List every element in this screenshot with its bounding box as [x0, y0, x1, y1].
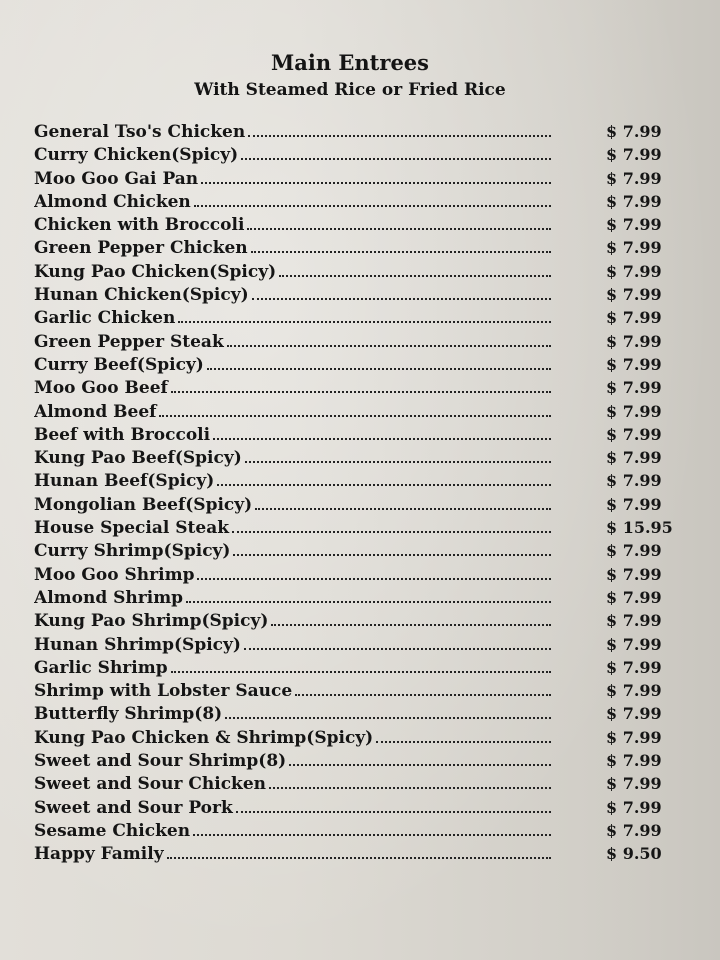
dot-leader: [171, 387, 551, 393]
menu-item-price: $ 7.99: [606, 378, 662, 398]
menu-item-name: Green Pepper Steak: [34, 331, 224, 352]
menu-item: [34, 402, 684, 425]
menu-item-name: Sweet and Sour Shrimp(8): [34, 751, 287, 772]
menu-item-name: Curry Shrimp(Spicy): [34, 541, 231, 562]
dot-leader: [376, 737, 551, 743]
dot-leader: [295, 690, 551, 696]
menu-item: [34, 681, 684, 704]
menu-item: [34, 448, 684, 471]
dot-leader: [289, 760, 551, 766]
dot-leader: [233, 550, 551, 556]
menu-item-price: $ 7.99: [606, 751, 662, 771]
menu-item: [34, 145, 684, 168]
dot-leader: [227, 341, 551, 347]
menu-item: [34, 635, 684, 658]
menu-item-name: Hunan Chicken(Spicy): [34, 285, 249, 306]
dot-leader: [217, 480, 551, 486]
menu-item-name: House Special Steak: [34, 518, 229, 539]
menu-item-name: Butterfly Shrimp(8): [34, 704, 223, 725]
dot-leader: [279, 271, 551, 277]
menu-item-price: $ 7.99: [606, 611, 662, 631]
menu-item-price: $ 7.99: [606, 587, 662, 607]
dot-leader: [244, 644, 551, 650]
dot-leader: [194, 201, 551, 207]
menu-item-price: $ 7.99: [606, 424, 662, 444]
menu-item: [34, 751, 684, 774]
menu-item-price: $ 7.99: [606, 168, 662, 188]
menu-item-price: $ 7.99: [606, 774, 662, 794]
dot-leader: [167, 853, 551, 859]
menu-item-name: Moo Goo Shrimp: [34, 564, 195, 585]
menu-item-name: Hunan Shrimp(Spicy): [34, 634, 241, 655]
dot-leader: [159, 411, 551, 417]
menu-item-price: $ 7.99: [606, 704, 662, 724]
menu-item: [34, 658, 684, 681]
dot-leader: [241, 154, 551, 160]
page-subtitle: With Steamed Rice or Fried Rice: [194, 80, 506, 100]
dot-leader: [193, 830, 551, 836]
page-title: Main Entrees: [271, 50, 429, 75]
menu-item: [34, 238, 684, 261]
menu-item-price: $ 7.99: [606, 681, 662, 701]
dot-leader: [225, 713, 551, 719]
menu-item: [34, 565, 684, 588]
menu-item: [34, 425, 684, 448]
menu-item: [34, 378, 684, 401]
menu-item-price: $ 7.99: [606, 727, 662, 747]
menu-item: [34, 798, 684, 821]
menu-item-name: Happy Family: [34, 844, 164, 865]
menu-item: [34, 588, 684, 611]
menu-item: [34, 844, 684, 867]
menu-item-price: $ 7.99: [606, 122, 662, 141]
menu-item-price: $ 7.99: [606, 494, 662, 514]
menu-item-name: Chicken with Broccoli: [34, 215, 245, 236]
dot-leader: [271, 620, 551, 626]
menu-item-name: Moo Goo Beef: [34, 378, 168, 399]
menu-item-price: $ 7.99: [606, 308, 662, 328]
menu-item-name: Curry Beef(Spicy): [34, 354, 204, 375]
menu-item-price: $ 7.99: [606, 285, 662, 305]
dot-leader: [171, 667, 551, 673]
dot-leader: [236, 807, 551, 813]
menu-item-price: $ 7.99: [606, 797, 662, 817]
menu-item-price: $ 7.99: [606, 657, 662, 677]
dot-leader: [248, 131, 551, 137]
menu-item: [34, 192, 684, 215]
menu-item-price: $ 15.95: [606, 518, 673, 538]
dot-leader: [178, 317, 551, 323]
menu-item-price: $ 7.99: [606, 820, 662, 840]
menu-item-price: $ 7.99: [606, 471, 662, 491]
menu-item-name: Green Pepper Chicken: [34, 238, 248, 259]
menu-item: [34, 262, 684, 285]
menu-item-price: $ 7.99: [606, 191, 662, 211]
menu-item-name: Kung Pao Chicken(Spicy): [34, 261, 277, 282]
menu-item-name: Almond Shrimp: [34, 587, 184, 608]
menu-item-name: Sweet and Sour Chicken: [34, 774, 266, 795]
menu-item-name: Kung Pao Chicken & Shrimp(Spicy): [34, 727, 374, 748]
menu-item-price: $ 7.99: [606, 564, 662, 584]
dot-leader: [269, 783, 551, 789]
dot-leader: [255, 504, 551, 510]
menu-item-name: Garlic Chicken: [34, 308, 176, 329]
menu-list: [34, 122, 684, 868]
menu-item-price: $ 7.99: [606, 145, 662, 165]
menu-item-name: Beef with Broccoli: [34, 424, 211, 445]
menu-item: [34, 215, 684, 238]
menu-item-name: Mongolian Beef(Spicy): [34, 494, 253, 515]
menu-item: [34, 541, 684, 564]
menu-item-price: $ 7.99: [606, 261, 662, 281]
menu-item: [34, 332, 684, 355]
dot-leader: [252, 294, 551, 300]
menu-item: [34, 495, 684, 518]
menu-item-name: Garlic Shrimp: [34, 657, 168, 678]
menu-item: [34, 774, 684, 797]
dot-leader: [207, 364, 551, 370]
menu-item-price: $ 7.99: [606, 634, 662, 654]
menu-item-name: Shrimp with Lobster Sauce: [34, 681, 293, 702]
dot-leader: [213, 434, 551, 440]
dot-leader: [245, 457, 551, 463]
menu-item-price: $ 7.99: [606, 331, 662, 351]
dot-leader: [247, 224, 551, 230]
menu-item-name: Moo Goo Gai Pan: [34, 168, 199, 189]
menu-item-name: Sesame Chicken: [34, 820, 191, 841]
menu-item-name: Curry Chicken(Spicy): [34, 145, 239, 166]
menu-item: [34, 285, 684, 308]
dot-leader: [232, 527, 551, 533]
menu-item-name: Almond Beef: [34, 401, 157, 422]
menu-item-name: Kung Pao Shrimp(Spicy): [34, 611, 269, 632]
menu-item: [34, 308, 684, 331]
dot-leader: [201, 178, 551, 184]
menu-item: [34, 471, 684, 494]
dot-leader: [251, 247, 551, 253]
menu-item: [34, 704, 684, 727]
menu-item: [34, 728, 684, 751]
menu-item-price: $ 7.99: [606, 238, 662, 258]
menu-item: [34, 611, 684, 634]
menu-item-name: Sweet and Sour Pork: [34, 797, 233, 818]
menu-item-price: $ 7.99: [606, 354, 662, 374]
menu-item: [34, 169, 684, 192]
menu-item-name: Kung Pao Beef(Spicy): [34, 448, 242, 469]
menu-item: [34, 518, 684, 541]
menu-item-name: Hunan Beef(Spicy): [34, 471, 215, 492]
menu-item-price: $ 7.99: [606, 541, 662, 561]
menu-item-price: $ 7.99: [606, 448, 662, 468]
menu-item: [34, 122, 684, 145]
menu-item-name: General Tso's Chicken: [34, 122, 246, 142]
menu-item: [34, 355, 684, 378]
dot-leader: [197, 574, 551, 580]
menu-item-price: $ 9.50: [606, 844, 662, 864]
menu-item: [34, 821, 684, 844]
menu-item-price: $ 7.99: [606, 215, 662, 235]
menu-item-price: $ 7.99: [606, 401, 662, 421]
menu-item-name: Almond Chicken: [34, 191, 191, 212]
dot-leader: [186, 597, 551, 603]
